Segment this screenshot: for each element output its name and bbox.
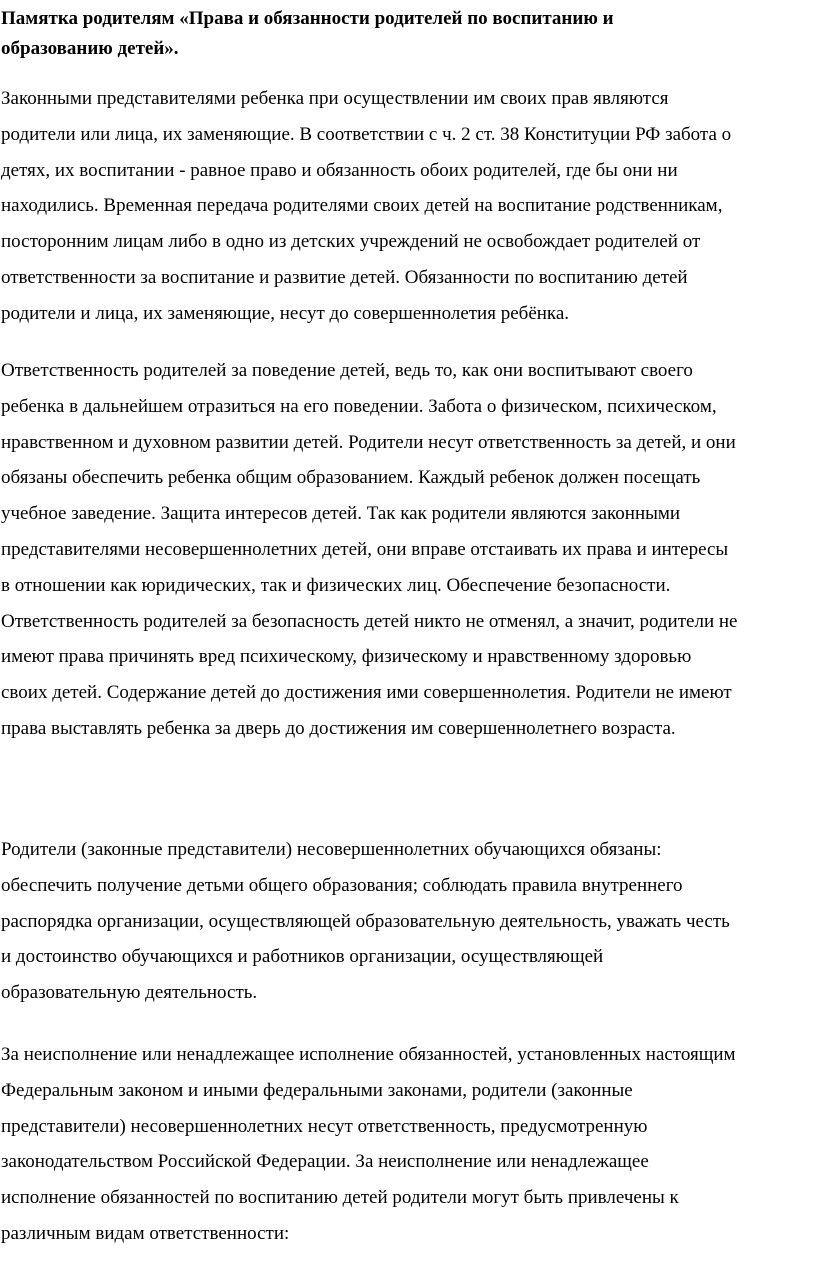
text-line: Законными представителями ребенка при осуществлении им своих прав являются <box>1 88 669 109</box>
text-line: и достоинство обучающихся и работников организации, осуществляющей <box>1 946 604 968</box>
text-line: Родители (законные представители) несовершеннолетних обучающихся обязаны: <box>1 839 662 860</box>
text-line: распорядка организации, осуществляющей образовательную деятельность, уважать честь <box>1 910 730 932</box>
text-line: обязаны обеспечить ребенка общим образованием. Каждый ребенок должен посещать <box>1 467 701 489</box>
text-line: ребенка в дальнейшем отразиться на его поведении. Забота о физическом, психическом, <box>1 395 717 417</box>
text-line: Федеральным законом и иными федеральными законами, родители (законные <box>1 1079 633 1101</box>
text-line: посторонним лицам либо в одно из детских учреждений не освобождает родителей от <box>1 231 701 253</box>
text-line: имеют права причинять вред психическому, физическому и нравственному здоровью <box>1 646 692 668</box>
text-line: учебное заведение. Защита интересов детей. Так как родители являются законными <box>1 503 681 525</box>
text-line: законодательством Российской Федерации. За неисполнение или ненадлежащее <box>1 1151 649 1173</box>
paragraph-parents-obligations <box>1 832 815 1011</box>
paragraph-parental-responsibility <box>1 353 815 747</box>
paragraph-liability <box>1 1037 815 1252</box>
paragraph-legal-representatives <box>1 81 815 332</box>
text-line: родители и лица, их заменяющие, несут до совершеннолетия ребёнка. <box>1 302 570 324</box>
document-title <box>1 4 813 64</box>
text-line: Ответственность родителей за безопасность детей никто не отменял, а значит, родители не <box>1 610 738 632</box>
text-line: права выставлять ребенка за дверь до достижения им совершеннолетнего возраста. <box>1 717 676 739</box>
text-line: образовательную деятельность. <box>1 982 258 1004</box>
text-line: обеспечить получение детьми общего образования; соблюдать правила внутреннего <box>1 874 683 896</box>
text-line: За неисполнение или ненадлежащее исполнение обязанностей, установленных настоящим <box>1 1044 736 1065</box>
text-line: исполнение обязанностей по воспитанию детей родители могут быть привлечены к <box>1 1187 679 1209</box>
text-line: представители) несовершеннолетних несут ответственность, предусмотренную <box>1 1115 648 1137</box>
text-line: своих детей. Содержание детей до достижения ими совершеннолетия. Родители не имеют <box>1 682 732 704</box>
text-line: нравственном и духовном развитии детей. Родители несут ответственность за детей, и они <box>1 431 736 453</box>
title-line: Памятка родителям «Права и обязанности родителей по воспитанию и <box>1 8 614 29</box>
text-line: детях, их воспитании - равное право и обязанность обоих родителей, где бы они ни <box>1 159 678 181</box>
text-line: находились. Временная передача родителями своих детей на воспитание родственникам, <box>1 195 723 217</box>
title-line: образованию детей». <box>1 38 179 59</box>
text-line: в отношении как юридических, так и физических лиц. Обеспечение безопасности. <box>1 574 671 596</box>
text-line: родители или лица, их заменяющие. В соответствии с ч. 2 ст. 38 Конституции РФ забота о <box>1 123 732 145</box>
text-line: различным видам ответственности: <box>1 1222 290 1244</box>
text-line: представителями несовершеннолетних детей, они вправе отстаивать их права и интересы <box>1 538 729 560</box>
text-line: ответственности за воспитание и развитие детей. Обязанности по воспитанию детей <box>1 266 688 288</box>
text-line: Ответственность родителей за поведение детей, ведь то, как они воспитывают своего <box>1 360 693 381</box>
